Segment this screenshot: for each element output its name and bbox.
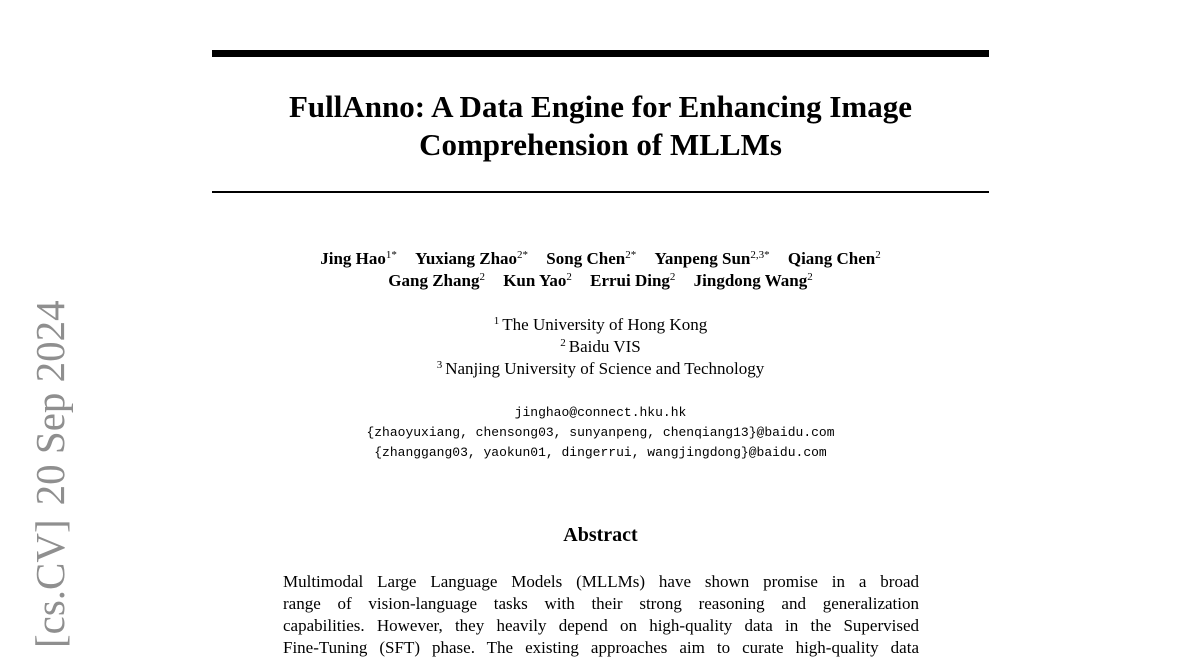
affiliation — [212, 336, 989, 358]
author-sup: 2 — [807, 271, 813, 283]
abstract-line: capabilities. However, they heavily depend on high-quality data in the Supervised — [283, 616, 919, 635]
affiliation-name: Baidu VIS — [568, 337, 641, 356]
author-name: Yuxiang Zhao — [415, 249, 518, 268]
abstract-body — [283, 571, 919, 659]
affiliation-sup: 3 — [436, 359, 443, 371]
author — [388, 270, 485, 292]
title-line-1: FullAnno: A Data Engine for Enhancing Image — [289, 89, 912, 124]
email: jinghao@connect.hku.hk — [514, 405, 687, 420]
author — [320, 248, 397, 270]
affiliation — [212, 314, 989, 336]
author — [654, 248, 769, 270]
author-name: Yanpeng Sun — [654, 249, 751, 268]
arxiv-stamp — [28, 288, 72, 648]
affiliation — [212, 358, 989, 380]
author-line-2 — [212, 270, 989, 292]
arxiv-category: [cs.CV] — [27, 519, 73, 648]
author-sup: 2 — [669, 271, 676, 283]
paper-title — [212, 88, 989, 164]
title-top-rule — [212, 50, 989, 57]
author-name: Gang Zhang — [388, 271, 480, 290]
abstract-line: Fine-Tuning (SFT) phase. The existing approaches aim to curate high-quality data — [283, 638, 919, 657]
abstract-heading: Abstract — [563, 524, 638, 546]
arxiv-date: 20 Sep 2024 — [27, 300, 73, 506]
author — [503, 270, 572, 292]
author-sup: 2 — [479, 271, 485, 283]
author — [694, 270, 813, 292]
email: {zhaoyuxiang, chensong03, sunyanpeng, chenqiang13}@baidu.com — [366, 425, 835, 440]
affiliation-name: Nanjing University of Science and Technology — [445, 359, 765, 378]
title-bottom-rule — [212, 191, 989, 193]
author — [590, 270, 675, 292]
title-line-2: Comprehension of MLLMs — [419, 127, 782, 162]
author-sup: 2,3* — [750, 249, 770, 261]
author — [788, 248, 881, 270]
author-sup: 2 — [566, 271, 572, 283]
author — [546, 248, 636, 270]
author-sup: 2* — [517, 249, 529, 261]
author-name: Jingdong Wang — [693, 271, 808, 290]
author-sup: 1* — [385, 249, 397, 261]
affiliation-name: The University of Hong Kong — [502, 315, 708, 334]
email-list — [212, 403, 989, 463]
author-name: Jing Hao — [320, 249, 386, 268]
author-line-1 — [212, 248, 989, 270]
affiliation-sup: 1 — [493, 315, 500, 327]
abstract-line: Multimodal Large Language Models (MLLMs) have shown promise in a broad — [283, 572, 919, 591]
author-sup: 2 — [875, 249, 881, 261]
affiliation-list — [212, 314, 989, 380]
author-name: Qiang Chen — [787, 249, 876, 268]
author-name: Errui Ding — [590, 271, 670, 290]
affiliation-sup: 2 — [560, 337, 566, 349]
author-name: Kun Yao — [503, 271, 567, 290]
author — [415, 248, 528, 270]
abstract-line: range of vision-language tasks with their strong reasoning and generalization — [283, 594, 919, 613]
email: {zhanggang03, yaokun01, dingerrui, wangjingdong}@baidu.com — [374, 445, 827, 460]
author-name: Song Chen — [546, 249, 626, 268]
author-sup: 2* — [625, 249, 637, 261]
author-list — [212, 248, 989, 292]
